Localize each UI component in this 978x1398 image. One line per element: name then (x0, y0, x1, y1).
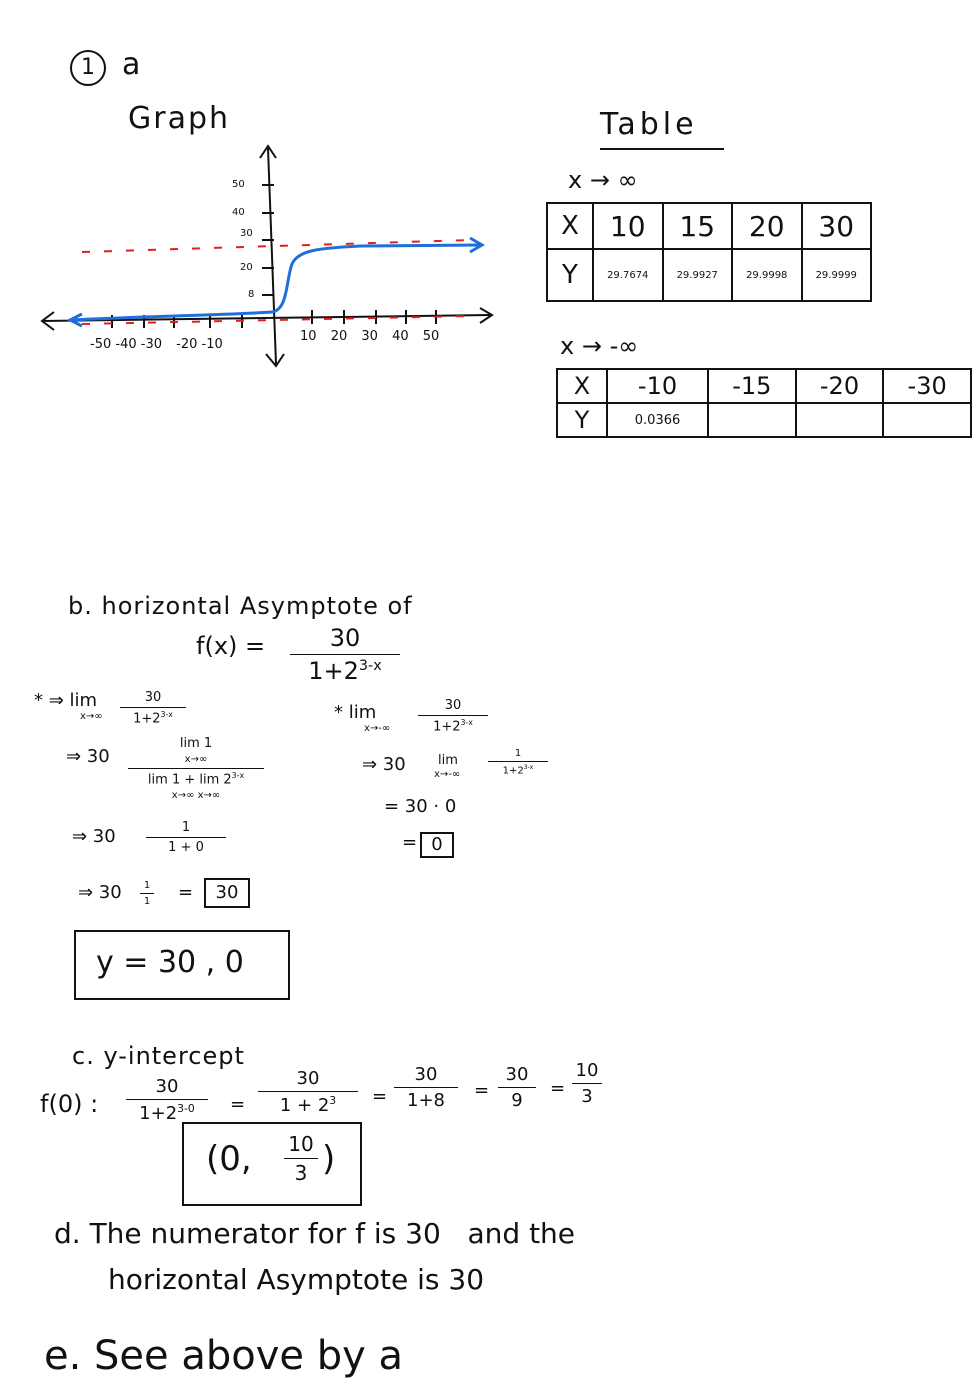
fraction-bar (572, 1083, 602, 1084)
denominator: 3 (581, 1086, 593, 1107)
c-eq-3: = (474, 1080, 490, 1101)
exponent: 3-x (460, 718, 473, 727)
b-left-result-box (204, 878, 250, 908)
c-eq-2: = (372, 1086, 388, 1107)
denominator (128, 771, 264, 802)
base: 1+2 (133, 711, 161, 727)
table-cell: 29.7674 (593, 249, 663, 301)
numerator: 10 (288, 1132, 314, 1156)
c-eq-4: = (550, 1078, 566, 1099)
denominator (488, 764, 548, 776)
exponent: 3-x (358, 658, 382, 674)
problem-number-circle (70, 50, 106, 86)
table-cell: 10 (593, 203, 663, 249)
c-fraction-5 (572, 1060, 602, 1107)
part-b-func-lhs: f(x) = (196, 632, 266, 660)
numerator: 10 (575, 1060, 599, 1081)
b-left-line4-eq: = (178, 882, 194, 903)
table-cell: -30 (883, 369, 971, 403)
denominator (290, 657, 400, 685)
x-tick-label: -10 (201, 337, 223, 352)
part-b-func-fraction (290, 624, 400, 685)
b-right-line1-prefix: * lim (334, 702, 377, 723)
c-eq-1: = (230, 1094, 246, 1115)
table-cell (883, 403, 971, 437)
table-header-y: Y (547, 249, 593, 301)
x-tick-label: -50 (90, 337, 112, 352)
c-fraction-2 (258, 1068, 358, 1116)
fraction-bar (126, 1099, 208, 1100)
fraction-bar (394, 1087, 458, 1088)
table-row-y (547, 249, 871, 301)
y-tick-label: 8 (248, 289, 255, 300)
b-right-line2-lim: lim (438, 753, 458, 768)
b-answer-box (74, 930, 290, 1000)
denominator: 1 + 0 (168, 840, 204, 855)
numerator: 30 (144, 690, 162, 705)
b-left-line2-prefix: ⇒ 30 (66, 746, 110, 767)
y-tick-label: 20 (240, 262, 253, 273)
table-x-to-infinity (546, 202, 872, 302)
numerator (128, 736, 264, 766)
numerator: 30 (414, 1064, 438, 1085)
denominator (126, 1102, 208, 1124)
numerator: 1 (514, 748, 522, 759)
table-x-to-neg-infinity (556, 368, 972, 438)
denominator (418, 718, 488, 734)
x-tick-label: -30 (140, 337, 162, 352)
table-cell: 30 (802, 203, 872, 249)
table-cell: 29.9927 (663, 249, 733, 301)
c-answer-fraction (284, 1132, 318, 1185)
lim-text: lim 1 + lim 2 (147, 772, 232, 788)
table-row-x (547, 203, 871, 249)
numerator: 30 (296, 1068, 320, 1089)
table-header-x: X (547, 203, 593, 249)
base: 1 + 2 (279, 1095, 330, 1116)
y-tick-label: 40 (232, 207, 245, 218)
c-answer-close: ) (322, 1139, 336, 1179)
numerator: 1 (181, 820, 191, 835)
table-cell: 0.0366 (607, 403, 708, 437)
base: 1+2 (433, 719, 461, 735)
table-header-y: Y (557, 403, 607, 437)
table-title: Table (600, 110, 724, 150)
table-cell: 29.9998 (732, 249, 802, 301)
fraction-bar (418, 715, 488, 716)
exponent: 3-x (231, 771, 245, 780)
c-answer-open: (0, (206, 1139, 252, 1179)
y-tick-label: 30 (240, 228, 253, 239)
c-fraction-1 (126, 1076, 208, 1124)
table-cell (708, 403, 796, 437)
b-right-line3: = 30 · 0 (384, 796, 457, 817)
part-e-text: e. See above by a (44, 1333, 404, 1379)
table-header-x: X (557, 369, 607, 403)
table-row-y (557, 403, 971, 437)
y-axis (268, 148, 276, 364)
table-row-x (557, 369, 971, 403)
x-tick-label: 40 (392, 329, 409, 344)
numerator: 30 (155, 1076, 179, 1097)
fraction-bar (284, 1158, 318, 1159)
y-tick-label: 50 (232, 179, 245, 190)
exponent: 3-0 (177, 1102, 195, 1115)
exponent: 3 (329, 1094, 337, 1107)
x-tick-label: 50 (422, 329, 440, 344)
x-tick-label: 20 (330, 329, 348, 344)
neg-infinity-label: x → -∞ (560, 332, 639, 360)
denominator (120, 710, 186, 726)
b-right-line1-sub: x→-∞ (364, 723, 391, 734)
b-right-line4-eq: = (402, 832, 418, 853)
x-tick-label: 30 (361, 329, 378, 344)
b-answer: y = 30 , 0 (96, 945, 244, 980)
b-left-line3-prefix: ⇒ 30 (72, 826, 116, 847)
numerator: 30 (505, 1064, 529, 1085)
graph-title: Graph (128, 101, 231, 136)
numerator: 30 (329, 624, 361, 652)
x-tick-label: -40 (115, 337, 137, 352)
denominator: 1+8 (407, 1090, 445, 1111)
part-c-heading: c. y-intercept (72, 1042, 245, 1070)
c-answer-box (182, 1122, 362, 1206)
table-cell: 29.9999 (802, 249, 872, 301)
table-cell: -15 (708, 369, 796, 403)
b-right-result-box (420, 832, 454, 858)
denominator (258, 1094, 358, 1116)
base: 1+2 (502, 765, 524, 777)
b-right-line1-fraction (418, 698, 488, 734)
base: 1+2 (139, 1103, 178, 1124)
fraction-bar (128, 768, 264, 769)
b-right-line2-prefix: ⇒ 30 (362, 754, 406, 775)
b-left-line4: ⇒ 30 (78, 882, 122, 903)
x-tick-labels-positive (300, 330, 439, 343)
c-fraction-3 (394, 1064, 458, 1111)
part-d-line2: horizontal Asymptote is 30 (108, 1263, 485, 1296)
b-left-line1-prefix: * ⇒ lim (34, 690, 98, 711)
denominator: 1 (143, 896, 151, 907)
x-tick-label: -20 (176, 337, 198, 352)
b-left-line1-fraction (120, 690, 186, 726)
fraction-bar (146, 837, 226, 838)
fraction-bar (258, 1091, 358, 1092)
table-cell (796, 403, 884, 437)
table-cell: -10 (607, 369, 708, 403)
table-cell: -20 (796, 369, 884, 403)
fraction-bar (120, 707, 186, 708)
fraction-bar (498, 1087, 536, 1088)
c-fraction-4 (498, 1064, 536, 1111)
function-curve (70, 245, 480, 320)
fraction-bar (290, 654, 400, 655)
b-left-line2-fraction (128, 736, 264, 802)
b-right-line2-fraction (488, 748, 548, 776)
fraction-bar (140, 893, 154, 894)
lim-sub: x→∞ x→∞ (171, 790, 221, 802)
b-right-result: 0 (431, 834, 443, 855)
numerator: 1 (143, 880, 151, 891)
b-right-line2-sub: x→-∞ (434, 769, 461, 780)
fraction-bar (488, 761, 548, 762)
exponent: 3-x (523, 764, 534, 771)
part-c-lhs: f(0) : (40, 1090, 99, 1118)
b-left-line4-fraction (140, 880, 154, 907)
table-cell: 20 (732, 203, 802, 249)
denominator: 3 (294, 1161, 308, 1185)
b-left-line3-fraction (146, 820, 226, 855)
denominator: 9 (511, 1090, 523, 1111)
lim-sub: x→∞ (184, 754, 208, 765)
x-tick-label: 10 (300, 329, 317, 344)
b-left-line1-sub: x→∞ (80, 711, 103, 722)
part-b-heading: b. horizontal Asymptote of (68, 592, 413, 620)
problem-number: 1 (81, 55, 95, 80)
exponent: 3-x (160, 710, 173, 719)
pos-infinity-label: x → ∞ (568, 166, 638, 194)
table-cell: 15 (663, 203, 733, 249)
lim-text: lim 1 (179, 736, 213, 751)
part-a-label: a (122, 47, 141, 82)
x-tick-labels-negative (90, 338, 223, 351)
base: 1+2 (308, 657, 359, 685)
part-d-line1: d. The numerator for f is 30 and the (54, 1217, 576, 1250)
numerator: 30 (444, 698, 462, 713)
b-left-result: 30 (215, 882, 239, 903)
